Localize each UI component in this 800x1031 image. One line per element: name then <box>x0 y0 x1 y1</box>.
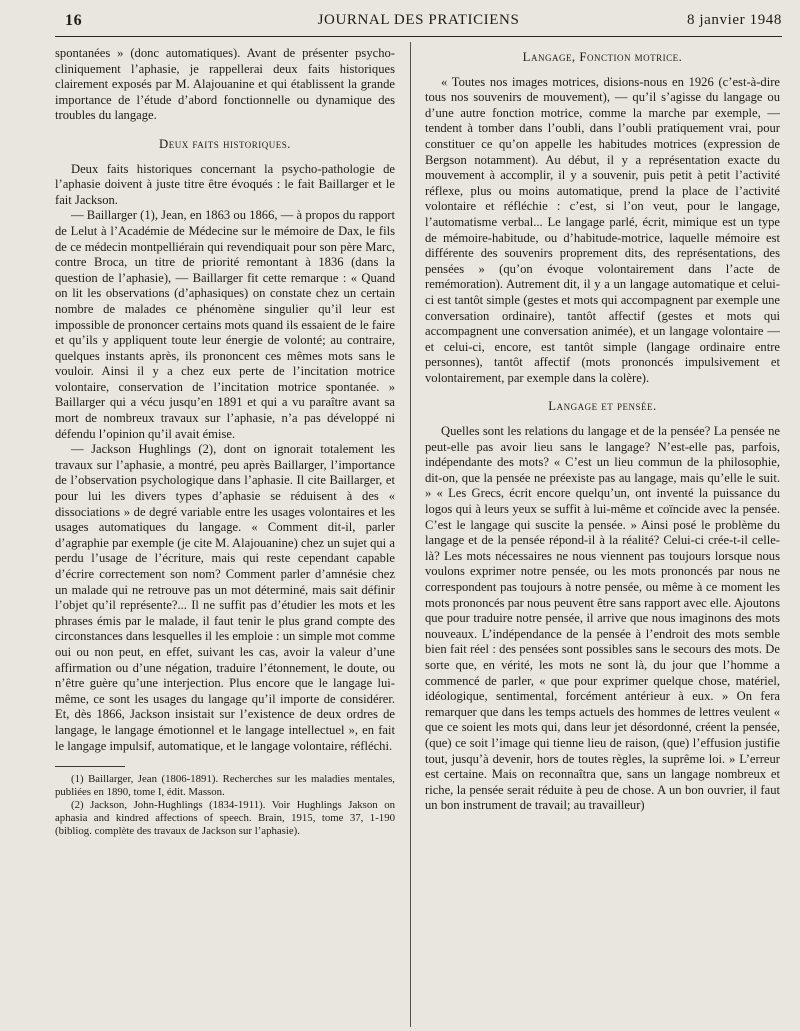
issue-date: 8 janvier 1948 <box>686 12 782 28</box>
right-column <box>425 46 780 814</box>
page-number: 16 <box>65 12 83 29</box>
section-heading-fonction-motrice: Langage, Fonction motrice. <box>522 50 683 64</box>
left-column <box>55 46 395 838</box>
footnote-rule <box>55 766 125 767</box>
section-heading-langage-pensee: Langage et pensée. <box>548 399 657 414</box>
paragraph-jackson: — Jackson Hughlings (2), dont on ignorait totalement les travaux sur l’aphasie, a montré, peu après Baillarger, l’importance de l’observation psychologique dans l’aphasie. Il cite Baillarger, et pour lui les divers types d’aphasie se réduisent à des « dissociations » de degré variable entre les usages volontaires et les usages automatiques du langage. « Comment dit-il, parler d’agraphie par exemple (je cite M. Alajouanine) chez un sujet qui a perdu l’usage de l’écriture, mais qui reste cependant capable d’écrire correctement son nom? Comment parler d’amnésie chez un malade qui ne retrouve pas un mot déterminé, mais sait définir l’objet qu’il représente?... Il ne suffit pas d’étudier les mots et les phrases émis par le malade, il faut tenir le plus grand compte des circonstances dans lesquelles il les emploie : un simple mot comme oui ou non peut, en effet, suivant les cas, avoir la valeur d’une affirmation ou d’une négation, traduire l’étonnement, le doute, ou n’être guère qu’une interjection. Plus encore que le langage lui-même, ce sont les usages du langage qu’il importe de considérer. Et, dès 1866, Jackson insistait sur l’existence de deux ordres de langage, le langage émotionnel et le langage intellectuel », en fait le langage impulsif, automatique, et le langage volontaire, réfléchi. <box>55 442 395 753</box>
footnote-2: (2) Jackson, John-Hughlings (1834-1911). Voir Hughlings Jakson on aphasia and kindred affections of speech. Brain, 1915, tome 37, 1-190 (bibliog. complète des travaux de Jackson sur l’aphasie). <box>55 799 395 838</box>
paragraph-langage-pensee: Quelles sont les relations du langage et de la pensée? La pensée ne peut-elle pas avoir lieu sans le langage? N’est-elle pas, parfois, indépendante des mots? « C’est un lieu commun de la philosophie, dit-on, que la pensée ne préexiste pas au langage, mais qu’elle le suit. » « Les Grecs, écrit encore quelqu’un, ont inventé la puissance du logos qui à leurs yeux se suffit à lui-même et coïncide avec la pensée. C’est le langage qui suscite la pensée. » Ainsi posé le problème du langage et de la pensée répond-il à la réalité? Celui-ci crée-t-il celle-là? Les mots nécessaires ne nous viennent pas toujours lorsque nous voulons exprimer notre pensée, ou les mots prononcés par nous ne correspondent pas toujours à notre pensée, ou même à ce moment les mots prononcés par nous peuvent être sans rapport avec elle. Ajoutons que pour traduire notre pensée, il arrive que nous imaginons des mots nouveaux. L’indépendance de la pensée à l’endroit des mots semble bien fait réel : des pensées sont possibles sans le secours des mots. De sorte que, en vérité, les mots ne sont là, du jour que l’homme a commencé de parler, « que pour exprimer quelque chose, matériel, idéologique, sentimental, forcément antérieur à eux. » On fera remarquer que dans les temps actuels des hommes de lettres veulent « que ce soient les mots qui, dans leur jet désordonné, créent la pensée, (que) ce soit l’image qui tienne lieu de raison, (que) l’effusion justifie tout, jusqu’à devenir, hors de toutes règles, la suprême loi. » L’erreur est certaine. Mais on reconnaîtra que, sans un langage nombreux et riche, la pensée serait réduite à peu de chose. A un bon ouvrier, il faut un bon instrument de travail; au travailleur) <box>425 424 780 813</box>
paragraph-intro: spontanées » (donc automatiques). Avant de présenter psycho-cliniquement l’aphasie, je rappellerai deux faits historiques clairement exposés par M. Alajouanine et qui établissent la grande importance de l’étude d’abord fonctionnelle ou dynamique des troubles du langage. <box>55 46 395 123</box>
header-rule <box>55 36 782 37</box>
column-divider <box>410 42 411 1027</box>
paragraph-baillarger: — Baillarger (1), Jean, en 1863 ou 1866, — à propos du rapport de Lelut à l’Académie de Médecine sur le mémoire de Dax, le fils de ce médecin montpelliérain qui revendiquait pour son père Marc, contre Broca, un titre de priorité remontant à 1836 (dans la question de l’aphasie), — Baillarger fit cette remarque : « Quand on lit les observations (d’aphasiques) on constate chez un certain nombre de malades ce phénomène singulier qu’il leur est impossible de prononcer certains mots quand ils essaient de le faire et qu’ils y appliquent toute leur énergie de volonté; au contraire, quelques instants après, ils prononcent ces mêmes mots sans le vouloir. Ainsi il y a chez eux perte de l’incitation motrice volontaire, conservation de l’incitation motrice spontanée. » Baillarger qui a vécu jusqu’en 1891 et qui a vu paraître avant sa mort de nombreux travaux sur l’aphasie, n’a pas développé ni défendu l’opinion qu’il avait émise. <box>55 208 395 441</box>
paragraph-images-motrices: « Toutes nos images motrices, disions-nous en 1926 (c’est-à-dire tous nos souvenirs de mouvement), — qu’il s’agisse du langage ou d’une autre fonction motrice, comme la marche par exemple, — tendent à tomber dans l’oubli, dans l’oubli pratiquement vrai, pour constituer ce qu’on appelle les habitudes motrices (expression de Bergson notamment). Au début, il y a représentation exacte du mouvement à accomplir, il y a souvenir, puis petit à petit l’activité réflexe, plus ou moins automatique, prend la place de l’activité volontaire et réfléchie : c’est, si l’on veut, pour le langage, l’automatisme verbal... Le langage parlé, écrit, mimique est un type de mémoire-habitude, ou d’habitude-motrice, laquelle mémoire est différente des souvenirs proprement dits, des représentations, des pensées » (qu’on évoque volontairement dans l’acte de remémoration). Autrement dit, il y a un langage automatique et celui-ci est tantôt simple (gestes et mots qui accompagnent par exemple une conversation ordinaire), tantôt affectif (gestes et mots qui accompagnent une conversation animée), et un langage volontaire — et celui-ci, encore, est tantôt simple (langage ordinaire entre personnes), tantôt affectif (mots prononcés impulsivement et volontairement, par exemple dans la colère). <box>425 74 780 385</box>
section-heading-deux-faits: Deux faits historiques. <box>158 136 291 151</box>
paragraph-deux-faits: Deux faits historiques concernant la psycho-pathologie de l’aphasie doivent à juste titre être évoqués : le fait Baillarger et le fait Jackson. <box>55 161 395 207</box>
journal-title: JOURNAL DES PRATICIENS <box>317 12 520 28</box>
footnote-1: (1) Baillarger, Jean (1806-1891). Recherches sur les maladies mentales, publiées en 1890, tome I, édit. Masson. <box>55 773 395 799</box>
running-header <box>55 12 782 38</box>
